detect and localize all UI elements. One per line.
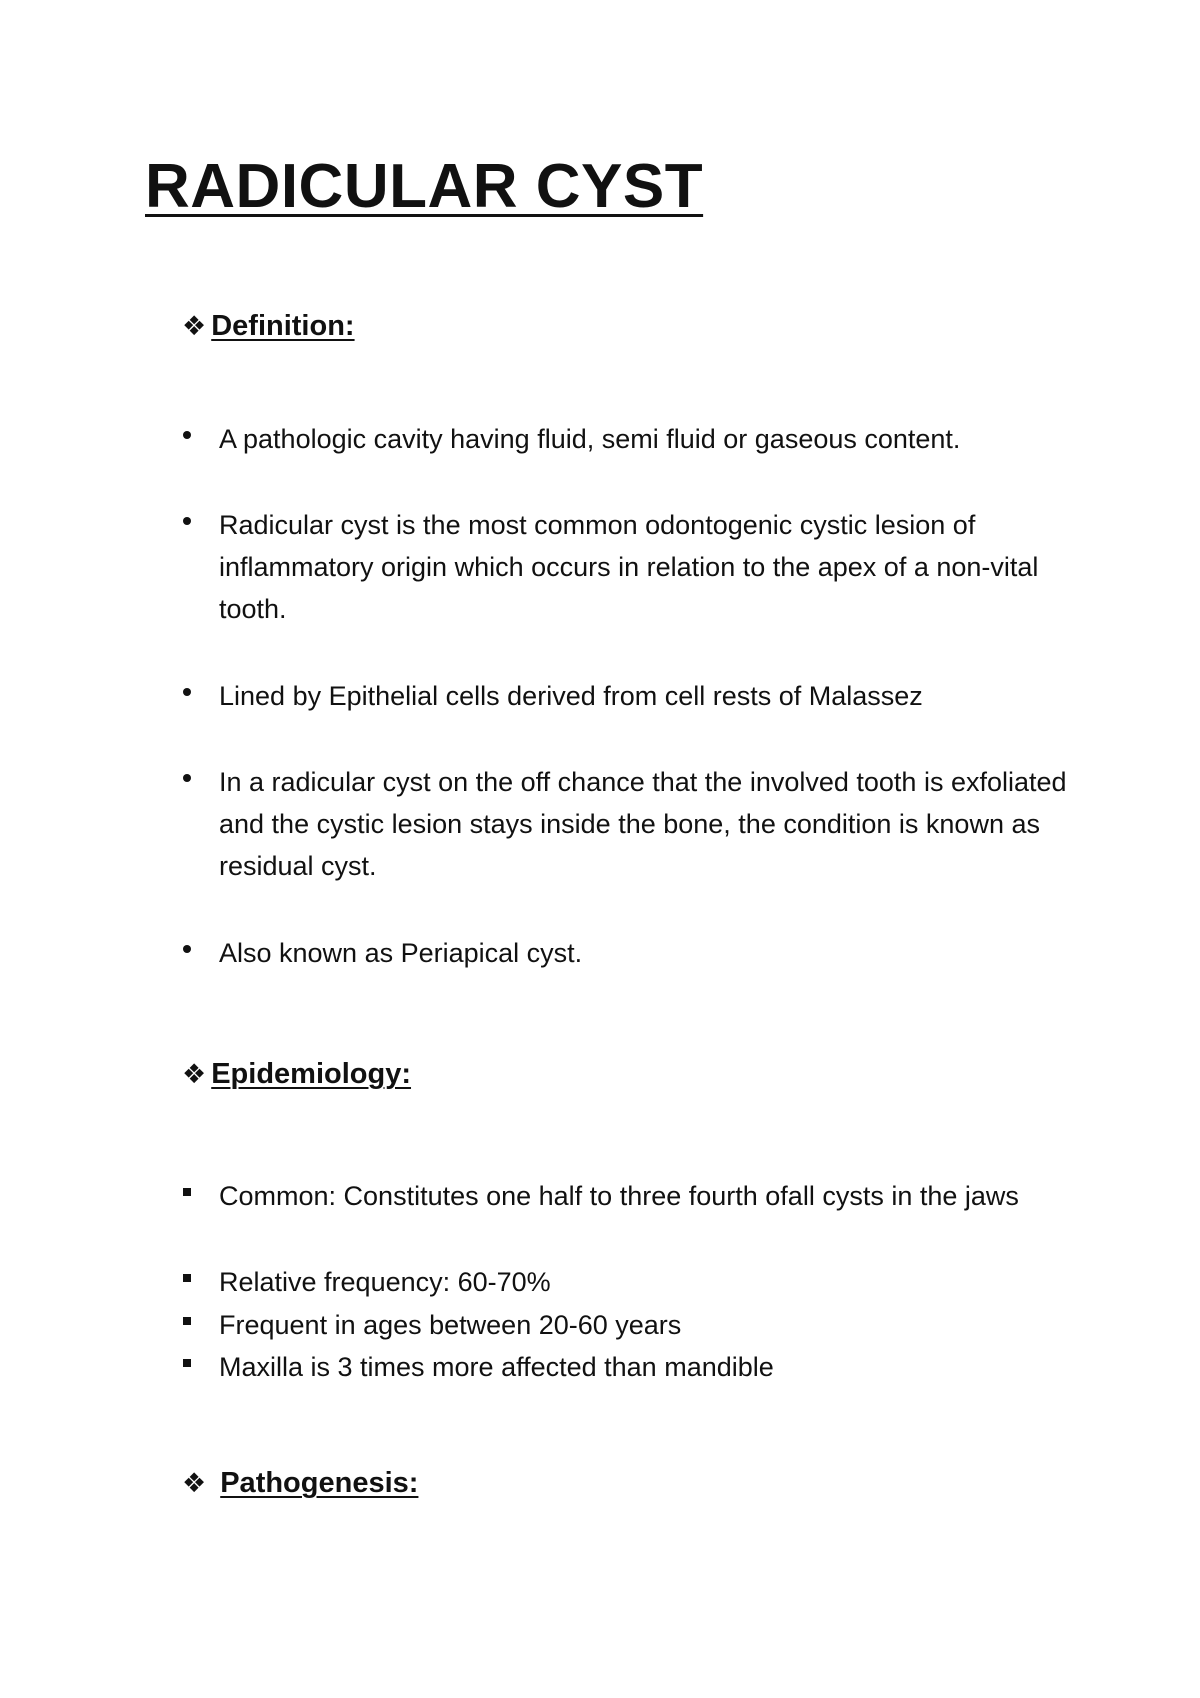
round-bullet-icon [183,774,191,782]
section-heading-label: Pathogenesis: [220,1467,419,1499]
section-heading-epidemiology [182,1057,411,1092]
round-bullet-icon [183,945,191,953]
list-item-text: A pathologic cavity having fluid, semi fluid or gaseous content. [219,424,961,454]
diamond-bullet-icon: ❖ [182,311,207,342]
square-bullet-icon [183,1188,191,1196]
section-heading-label: Epidemiology: [211,1058,412,1090]
list-item-text: Maxilla is 3 times more affected than mandible [219,1352,774,1382]
diamond-bullet-icon: ❖ [182,1468,207,1499]
list-item-text: Common: Constitutes one half to three fourth ofall cysts in the jaws [219,1181,1019,1211]
list-item-text: Radicular cyst is the most common odontogenic cystic lesion of inflammatory origin which occurs in relation to the apex of a non-vital tooth. [219,510,1039,624]
square-bullet-icon [183,1274,191,1282]
diamond-bullet-icon: ❖ [182,1059,207,1090]
list-item-text: Relative frequency: 60-70% [219,1267,551,1297]
square-bullet-icon [183,1317,191,1325]
section-heading-definition [182,309,355,344]
section-heading-pathogenesis [182,1466,418,1501]
round-bullet-icon [183,517,191,525]
list-item-text: Also known as Periapical cyst. [219,938,583,968]
list-item-text: Lined by Epithelial cells derived from cell rests of Malassez [219,681,923,711]
list-item-text: Frequent in ages between 20-60 years [219,1310,682,1340]
round-bullet-icon [183,688,191,696]
list-item-text: In a radicular cyst on the off chance that the involved tooth is exfoliated and the cystic lesion stays inside the bone, the condition is known as residual cyst. [219,767,1067,881]
document-title: RADICULAR CYST [145,152,704,221]
section-heading-label: Definition: [211,310,355,342]
square-bullet-icon [183,1359,191,1367]
round-bullet-icon [183,431,191,439]
